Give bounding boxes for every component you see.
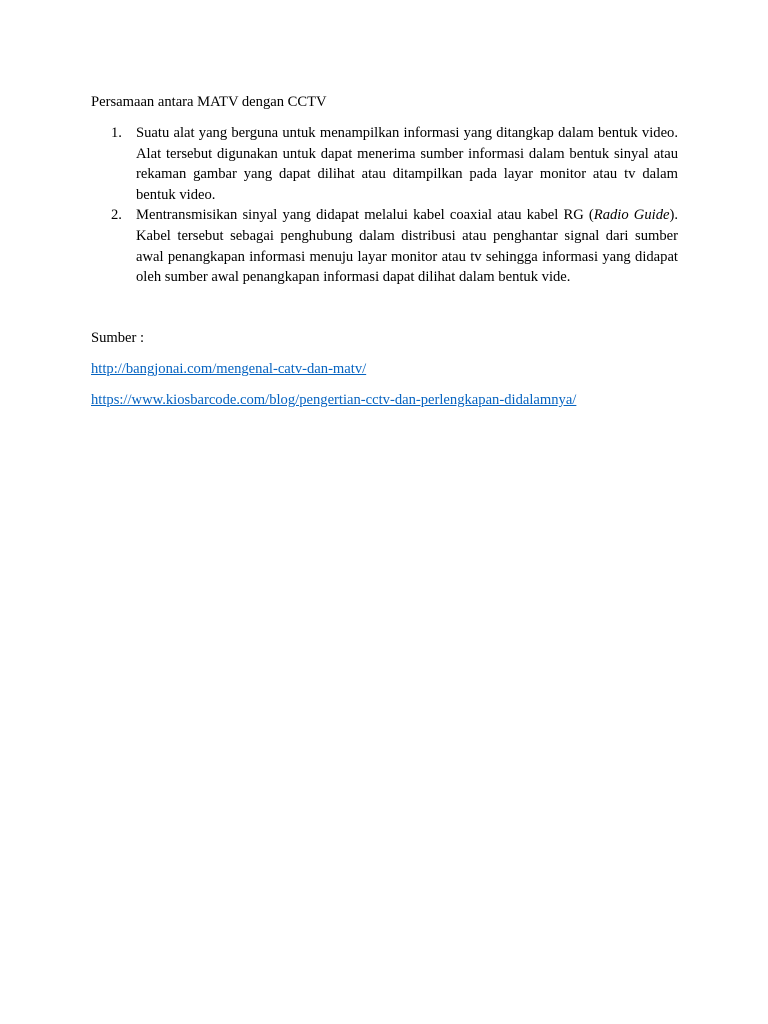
list-item-text-before: Mentransmisikan sinyal yang didapat melalui kabel coaxial atau kabel RG ( <box>136 207 594 224</box>
source-link-bangjonai[interactable]: http://bangjonai.com/mengenal-catv-dan-matv/ <box>91 361 367 377</box>
list-item-text-after: ). Kabel tersebut sebagai penghubung dalam distribusi atau penghantar signal dari sumber awal penangkapan informasi menuju layar monitor atau tv sehingga informasi yang didapat oleh sumber awal penangkapan informasi dapat dilihat dalam bentuk vide. <box>136 207 678 286</box>
sources-label: Sumber : <box>91 330 145 346</box>
list-item-text <box>136 205 678 287</box>
source-link-kiosbarcode[interactable]: https://www.kiosbarcode.com/blog/pengertian-cctv-dan-perlengkapan-didalamnya/ <box>91 392 577 408</box>
list-item <box>91 123 678 205</box>
list-number: 2. <box>111 207 122 224</box>
document-heading: Persamaan antara MATV dengan CCTV <box>91 94 327 110</box>
list-item-text: Suatu alat yang berguna untuk menampilkan informasi yang ditangkap dalam bentuk video. Alat tersebut digunakan untuk dapat menerima sumber informasi dalam bentuk sinyal atau rekaman gambar yang dapat dilihat atau ditampilkan pada layar monitor atau tv dalam bentuk video. <box>136 125 678 203</box>
radio-guide-term: Radio Guide <box>593 207 670 224</box>
list-item <box>91 205 678 287</box>
list-number: 1. <box>111 125 122 141</box>
similarity-list <box>91 123 678 288</box>
